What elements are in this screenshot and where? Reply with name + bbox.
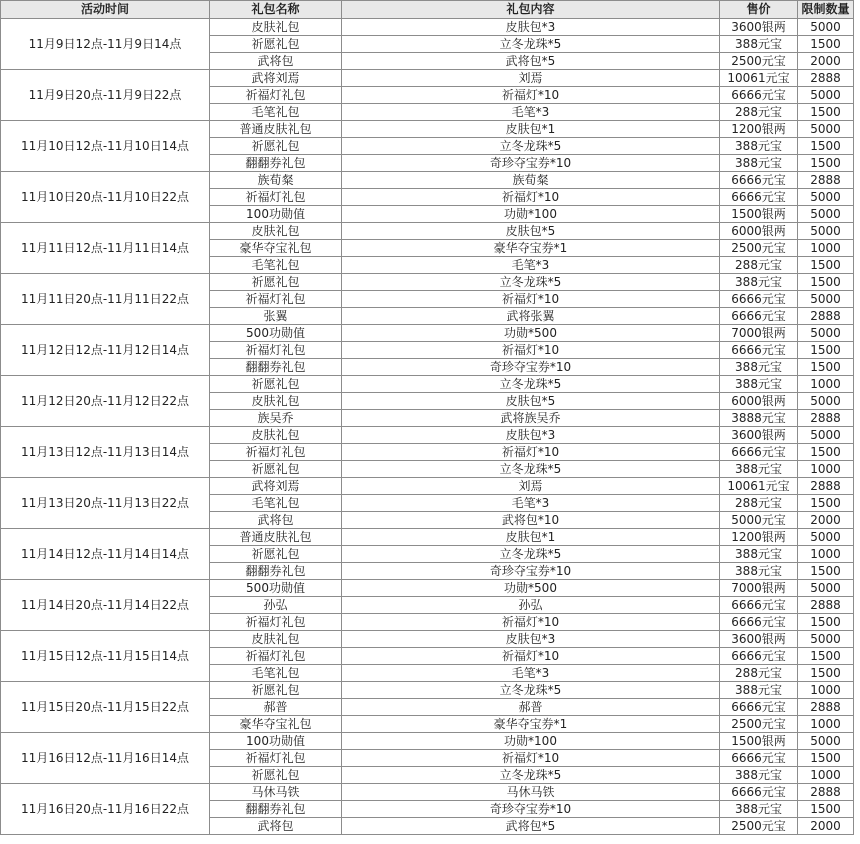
limit-cell: 1000 bbox=[798, 546, 854, 563]
pack-content-cell: 功勋*100 bbox=[342, 206, 720, 223]
limit-cell: 2888 bbox=[798, 478, 854, 495]
table-row bbox=[1, 325, 854, 342]
price-cell: 388元宝 bbox=[720, 563, 798, 580]
limit-cell: 1500 bbox=[798, 614, 854, 631]
table-row bbox=[1, 19, 854, 36]
time-cell: 11月12日20点-11月12日22点 bbox=[1, 376, 210, 427]
limit-cell: 1500 bbox=[798, 257, 854, 274]
pack-content-cell: 皮肤包*1 bbox=[342, 529, 720, 546]
pack-content-cell: 皮肤包*5 bbox=[342, 393, 720, 410]
price-cell: 6000银两 bbox=[720, 393, 798, 410]
pack-name-cell: 500功勋值 bbox=[210, 325, 342, 342]
pack-name-cell: 祈愿礼包 bbox=[210, 767, 342, 784]
pack-name-cell: 皮肤礼包 bbox=[210, 427, 342, 444]
pack-name-cell: 豪华夺宝礼包 bbox=[210, 240, 342, 257]
limit-cell: 1500 bbox=[798, 563, 854, 580]
limit-cell: 1500 bbox=[798, 138, 854, 155]
pack-name-cell: 普通皮肤礼包 bbox=[210, 121, 342, 138]
price-cell: 6666元宝 bbox=[720, 308, 798, 325]
limit-cell: 2888 bbox=[798, 410, 854, 427]
limit-cell: 5000 bbox=[798, 393, 854, 410]
pack-content-cell: 马休马铁 bbox=[342, 784, 720, 801]
price-cell: 1200银两 bbox=[720, 121, 798, 138]
limit-cell: 2888 bbox=[798, 597, 854, 614]
price-cell: 288元宝 bbox=[720, 104, 798, 121]
price-cell: 388元宝 bbox=[720, 461, 798, 478]
limit-cell: 1500 bbox=[798, 359, 854, 376]
pack-content-cell: 祈福灯*10 bbox=[342, 750, 720, 767]
price-cell: 2500元宝 bbox=[720, 818, 798, 835]
pack-content-cell: 功勋*500 bbox=[342, 580, 720, 597]
header-price: 售价 bbox=[720, 1, 798, 19]
price-cell: 6666元宝 bbox=[720, 87, 798, 104]
price-cell: 10061元宝 bbox=[720, 478, 798, 495]
pack-content-cell: 奇珍夺宝券*10 bbox=[342, 155, 720, 172]
time-cell: 11月16日20点-11月16日22点 bbox=[1, 784, 210, 835]
price-cell: 288元宝 bbox=[720, 665, 798, 682]
price-cell: 6000银两 bbox=[720, 223, 798, 240]
pack-content-cell: 皮肤包*5 bbox=[342, 223, 720, 240]
limit-cell: 1000 bbox=[798, 461, 854, 478]
pack-name-cell: 毛笔礼包 bbox=[210, 665, 342, 682]
price-cell: 5000元宝 bbox=[720, 512, 798, 529]
table-row bbox=[1, 682, 854, 699]
limit-cell: 2888 bbox=[798, 699, 854, 716]
pack-name-cell: 祈愿礼包 bbox=[210, 461, 342, 478]
limit-cell: 5000 bbox=[798, 206, 854, 223]
pack-content-cell: 奇珍夺宝券*10 bbox=[342, 563, 720, 580]
price-cell: 3600银两 bbox=[720, 427, 798, 444]
limit-cell: 1000 bbox=[798, 240, 854, 257]
pack-name-cell: 翻翻券礼包 bbox=[210, 155, 342, 172]
header-time: 活动时间 bbox=[1, 1, 210, 19]
time-cell: 11月13日20点-11月13日22点 bbox=[1, 478, 210, 529]
pack-content-cell: 立冬龙珠*5 bbox=[342, 461, 720, 478]
pack-name-cell: 祈福灯礼包 bbox=[210, 87, 342, 104]
limit-cell: 2888 bbox=[798, 172, 854, 189]
price-cell: 2500元宝 bbox=[720, 240, 798, 257]
price-cell: 1500银两 bbox=[720, 733, 798, 750]
table-row bbox=[1, 580, 854, 597]
pack-name-cell: 祈愿礼包 bbox=[210, 682, 342, 699]
pack-content-cell: 祈福灯*10 bbox=[342, 189, 720, 206]
price-cell: 288元宝 bbox=[720, 495, 798, 512]
limit-cell: 1500 bbox=[798, 36, 854, 53]
pack-name-cell: 皮肤礼包 bbox=[210, 19, 342, 36]
pack-name-cell: 皮肤礼包 bbox=[210, 631, 342, 648]
pack-name-cell: 祈愿礼包 bbox=[210, 546, 342, 563]
price-cell: 3888元宝 bbox=[720, 410, 798, 427]
pack-content-cell: 皮肤包*1 bbox=[342, 121, 720, 138]
time-cell: 11月11日20点-11月11日22点 bbox=[1, 274, 210, 325]
pack-content-cell: 功勋*500 bbox=[342, 325, 720, 342]
price-cell: 6666元宝 bbox=[720, 699, 798, 716]
pack-name-cell: 族吴乔 bbox=[210, 410, 342, 427]
price-cell: 388元宝 bbox=[720, 801, 798, 818]
pack-name-cell: 马休马铁 bbox=[210, 784, 342, 801]
limit-cell: 1500 bbox=[798, 155, 854, 172]
price-cell: 6666元宝 bbox=[720, 614, 798, 631]
pack-content-cell: 皮肤包*3 bbox=[342, 19, 720, 36]
time-cell: 11月10日12点-11月10日14点 bbox=[1, 121, 210, 172]
time-cell: 11月14日12点-11月14日14点 bbox=[1, 529, 210, 580]
pack-name-cell: 武将包 bbox=[210, 818, 342, 835]
limit-cell: 2000 bbox=[798, 53, 854, 70]
pack-name-cell: 祈福灯礼包 bbox=[210, 342, 342, 359]
limit-cell: 1500 bbox=[798, 495, 854, 512]
limit-cell: 5000 bbox=[798, 580, 854, 597]
limit-cell: 1500 bbox=[798, 104, 854, 121]
limit-cell: 5000 bbox=[798, 631, 854, 648]
pack-name-cell: 武将刘焉 bbox=[210, 478, 342, 495]
pack-content-cell: 毛笔*3 bbox=[342, 104, 720, 121]
price-cell: 388元宝 bbox=[720, 155, 798, 172]
table-row bbox=[1, 631, 854, 648]
limit-cell: 5000 bbox=[798, 529, 854, 546]
price-cell: 6666元宝 bbox=[720, 189, 798, 206]
limit-cell: 1000 bbox=[798, 716, 854, 733]
price-cell: 6666元宝 bbox=[720, 444, 798, 461]
price-cell: 388元宝 bbox=[720, 682, 798, 699]
pack-name-cell: 毛笔礼包 bbox=[210, 257, 342, 274]
table-row bbox=[1, 223, 854, 240]
pack-name-cell: 武将刘焉 bbox=[210, 70, 342, 87]
pack-content-cell: 毛笔*3 bbox=[342, 665, 720, 682]
pack-content-cell: 祈福灯*10 bbox=[342, 614, 720, 631]
price-cell: 388元宝 bbox=[720, 138, 798, 155]
limit-cell: 5000 bbox=[798, 189, 854, 206]
limit-cell: 1000 bbox=[798, 682, 854, 699]
price-cell: 2500元宝 bbox=[720, 716, 798, 733]
pack-name-cell: 祈福灯礼包 bbox=[210, 291, 342, 308]
time-cell: 11月14日20点-11月14日22点 bbox=[1, 580, 210, 631]
price-cell: 1500银两 bbox=[720, 206, 798, 223]
pack-name-cell: 翻翻券礼包 bbox=[210, 359, 342, 376]
header-row bbox=[1, 1, 854, 19]
pack-name-cell: 祈福灯礼包 bbox=[210, 444, 342, 461]
table-row bbox=[1, 376, 854, 393]
pack-content-cell: 孙弘 bbox=[342, 597, 720, 614]
pack-name-cell: 翻翻券礼包 bbox=[210, 801, 342, 818]
price-cell: 1200银两 bbox=[720, 529, 798, 546]
limit-cell: 2888 bbox=[798, 308, 854, 325]
pack-content-cell: 豪华夺宝券*1 bbox=[342, 240, 720, 257]
pack-content-cell: 立冬龙珠*5 bbox=[342, 274, 720, 291]
price-cell: 3600银两 bbox=[720, 631, 798, 648]
limit-cell: 5000 bbox=[798, 325, 854, 342]
pack-name-cell: 毛笔礼包 bbox=[210, 104, 342, 121]
limit-cell: 5000 bbox=[798, 427, 854, 444]
pack-content-cell: 功勋*100 bbox=[342, 733, 720, 750]
pack-content-cell: 武将包*5 bbox=[342, 818, 720, 835]
pack-name-cell: 皮肤礼包 bbox=[210, 393, 342, 410]
limit-cell: 5000 bbox=[798, 291, 854, 308]
pack-name-cell: 毛笔礼包 bbox=[210, 495, 342, 512]
pack-name-cell: 翻翻券礼包 bbox=[210, 563, 342, 580]
pack-name-cell: 武将包 bbox=[210, 512, 342, 529]
pack-name-cell: 张翼 bbox=[210, 308, 342, 325]
price-cell: 6666元宝 bbox=[720, 750, 798, 767]
time-cell: 11月12日12点-11月12日14点 bbox=[1, 325, 210, 376]
limit-cell: 1000 bbox=[798, 767, 854, 784]
limit-cell: 1500 bbox=[798, 801, 854, 818]
pack-content-cell: 武将包*10 bbox=[342, 512, 720, 529]
limit-cell: 2888 bbox=[798, 784, 854, 801]
pack-name-cell: 100功勋值 bbox=[210, 206, 342, 223]
header-pack-name: 礼包名称 bbox=[210, 1, 342, 19]
price-cell: 3600银两 bbox=[720, 19, 798, 36]
table-row bbox=[1, 733, 854, 750]
pack-content-cell: 毛笔*3 bbox=[342, 257, 720, 274]
price-cell: 388元宝 bbox=[720, 767, 798, 784]
price-cell: 10061元宝 bbox=[720, 70, 798, 87]
price-cell: 6666元宝 bbox=[720, 291, 798, 308]
pack-content-cell: 立冬龙珠*5 bbox=[342, 546, 720, 563]
limit-cell: 5000 bbox=[798, 223, 854, 240]
pack-content-cell: 奇珍夺宝券*10 bbox=[342, 801, 720, 818]
pack-content-cell: 武将张翼 bbox=[342, 308, 720, 325]
time-cell: 11月11日12点-11月11日14点 bbox=[1, 223, 210, 274]
pack-content-cell: 武将包*5 bbox=[342, 53, 720, 70]
price-cell: 6666元宝 bbox=[720, 597, 798, 614]
pack-content-cell: 祈福灯*10 bbox=[342, 444, 720, 461]
limit-cell: 2000 bbox=[798, 818, 854, 835]
pack-content-cell: 奇珍夺宝券*10 bbox=[342, 359, 720, 376]
pack-name-cell: 祈愿礼包 bbox=[210, 36, 342, 53]
pack-name-cell: 祈愿礼包 bbox=[210, 274, 342, 291]
pack-content-cell: 立冬龙珠*5 bbox=[342, 376, 720, 393]
header-limit: 限制数量 bbox=[798, 1, 854, 19]
pack-content-cell: 武将族吴乔 bbox=[342, 410, 720, 427]
price-cell: 388元宝 bbox=[720, 36, 798, 53]
price-cell: 388元宝 bbox=[720, 359, 798, 376]
time-cell: 11月9日20点-11月9日22点 bbox=[1, 70, 210, 121]
pack-name-cell: 祈福灯礼包 bbox=[210, 189, 342, 206]
limit-cell: 5000 bbox=[798, 87, 854, 104]
table-row bbox=[1, 70, 854, 87]
limit-cell: 5000 bbox=[798, 121, 854, 138]
pack-content-cell: 祈福灯*10 bbox=[342, 291, 720, 308]
pack-content-cell: 豪华夺宝券*1 bbox=[342, 716, 720, 733]
table-row bbox=[1, 274, 854, 291]
pack-name-cell: 祈愿礼包 bbox=[210, 376, 342, 393]
pack-name-cell: 100功勋值 bbox=[210, 733, 342, 750]
pack-name-cell: 普通皮肤礼包 bbox=[210, 529, 342, 546]
table-row bbox=[1, 427, 854, 444]
pack-name-cell: 族荀粲 bbox=[210, 172, 342, 189]
time-cell: 11月9日12点-11月9日14点 bbox=[1, 19, 210, 70]
limit-cell: 1500 bbox=[798, 444, 854, 461]
table-row bbox=[1, 784, 854, 801]
pack-content-cell: 立冬龙珠*5 bbox=[342, 682, 720, 699]
limit-cell: 5000 bbox=[798, 733, 854, 750]
pack-name-cell: 祈福灯礼包 bbox=[210, 750, 342, 767]
pack-content-cell: 皮肤包*3 bbox=[342, 631, 720, 648]
pack-name-cell: 郝普 bbox=[210, 699, 342, 716]
pack-content-cell: 毛笔*3 bbox=[342, 495, 720, 512]
pack-name-cell: 祈福灯礼包 bbox=[210, 648, 342, 665]
pack-name-cell: 皮肤礼包 bbox=[210, 223, 342, 240]
header-pack-content: 礼包内容 bbox=[342, 1, 720, 19]
pack-content-cell: 刘焉 bbox=[342, 478, 720, 495]
pack-name-cell: 武将包 bbox=[210, 53, 342, 70]
pack-content-cell: 立冬龙珠*5 bbox=[342, 36, 720, 53]
price-cell: 388元宝 bbox=[720, 376, 798, 393]
limit-cell: 1500 bbox=[798, 274, 854, 291]
time-cell: 11月10日20点-11月10日22点 bbox=[1, 172, 210, 223]
limit-cell: 1500 bbox=[798, 750, 854, 767]
pack-name-cell: 祈福灯礼包 bbox=[210, 614, 342, 631]
pack-content-cell: 立冬龙珠*5 bbox=[342, 767, 720, 784]
limit-cell: 5000 bbox=[798, 19, 854, 36]
price-cell: 2500元宝 bbox=[720, 53, 798, 70]
price-cell: 388元宝 bbox=[720, 274, 798, 291]
pack-content-cell: 刘焉 bbox=[342, 70, 720, 87]
limit-cell: 2000 bbox=[798, 512, 854, 529]
pack-content-cell: 皮肤包*3 bbox=[342, 427, 720, 444]
pack-content-cell: 祈福灯*10 bbox=[342, 87, 720, 104]
limit-cell: 1000 bbox=[798, 376, 854, 393]
pack-content-cell: 祈福灯*10 bbox=[342, 648, 720, 665]
price-cell: 6666元宝 bbox=[720, 784, 798, 801]
price-cell: 388元宝 bbox=[720, 546, 798, 563]
price-cell: 7000银两 bbox=[720, 580, 798, 597]
price-cell: 7000银两 bbox=[720, 325, 798, 342]
pack-content-cell: 立冬龙珠*5 bbox=[342, 138, 720, 155]
table-body bbox=[1, 19, 854, 835]
time-cell: 11月15日20点-11月15日22点 bbox=[1, 682, 210, 733]
time-cell: 11月13日12点-11月13日14点 bbox=[1, 427, 210, 478]
table-row bbox=[1, 529, 854, 546]
limit-cell: 1500 bbox=[798, 648, 854, 665]
pack-name-cell: 豪华夺宝礼包 bbox=[210, 716, 342, 733]
price-cell: 6666元宝 bbox=[720, 172, 798, 189]
price-cell: 6666元宝 bbox=[720, 342, 798, 359]
pack-name-cell: 孙弘 bbox=[210, 597, 342, 614]
limit-cell: 2888 bbox=[798, 70, 854, 87]
pack-name-cell: 500功勋值 bbox=[210, 580, 342, 597]
pack-content-cell: 族荀粲 bbox=[342, 172, 720, 189]
table-row bbox=[1, 478, 854, 495]
pack-content-cell: 祈福灯*10 bbox=[342, 342, 720, 359]
pack-name-cell: 祈愿礼包 bbox=[210, 138, 342, 155]
limit-cell: 1500 bbox=[798, 665, 854, 682]
limit-cell: 1500 bbox=[798, 342, 854, 359]
pack-content-cell: 郝普 bbox=[342, 699, 720, 716]
time-cell: 11月15日12点-11月15日14点 bbox=[1, 631, 210, 682]
price-cell: 288元宝 bbox=[720, 257, 798, 274]
price-cell: 6666元宝 bbox=[720, 648, 798, 665]
table-row bbox=[1, 172, 854, 189]
time-cell: 11月16日12点-11月16日14点 bbox=[1, 733, 210, 784]
table-row bbox=[1, 121, 854, 138]
